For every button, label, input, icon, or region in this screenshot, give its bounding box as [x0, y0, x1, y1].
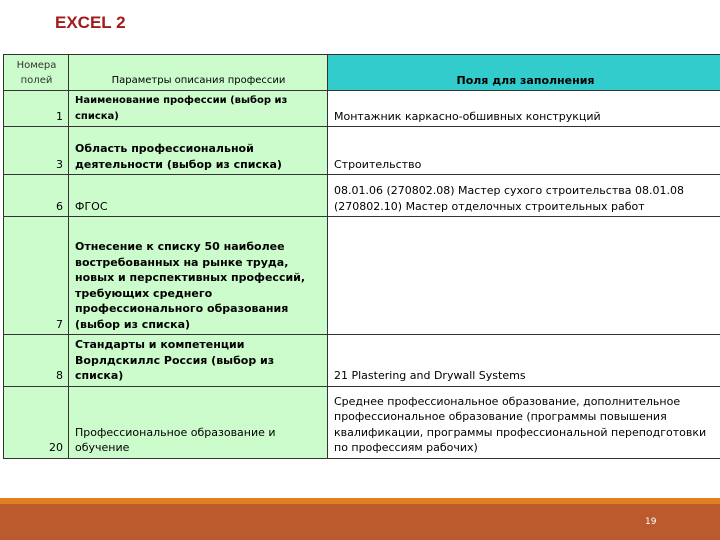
row-num: 3: [4, 127, 69, 175]
table-row: [4, 127, 720, 175]
row-param: Отнесение к списку 50 наиболее востребованных на рынке труда, новых и перспективных профессий, требующих среднего профессионального образования (выбор из списка): [69, 217, 328, 335]
row-num: 20: [4, 386, 69, 458]
row-param: ФГОС: [69, 175, 328, 217]
table-row: [4, 217, 720, 335]
header-value: Поля для заполнения: [328, 55, 720, 91]
table-row: [4, 175, 720, 217]
footer-bar: [0, 504, 720, 540]
row-num: 7: [4, 217, 69, 335]
page-number: 19: [645, 517, 657, 527]
row-value[interactable]: 08.01.06 (270802.08) Мастер сухого строительства 08.01.08 (270802.10) Мастер отделочных строительных работ: [328, 175, 720, 217]
row-param: Наименование профессии (выбор из списка): [69, 91, 328, 127]
row-value[interactable]: [328, 217, 720, 335]
row-param: Профессиональное образование и обучение: [69, 386, 328, 458]
table-header-row: [4, 55, 720, 91]
row-param: Область профессиональной деятельности (выбор из списка): [69, 127, 328, 175]
row-value[interactable]: Монтажник каркасно-обшивных конструкций: [328, 91, 720, 127]
header-param: Параметры описания профессии: [69, 55, 328, 91]
table-row: [4, 386, 720, 458]
table-row: [4, 91, 720, 127]
slide-title: EXCEL 2: [55, 13, 126, 32]
header-num: Номера полей: [4, 55, 69, 91]
row-value[interactable]: Среднее профессиональное образование, дополнительное профессиональное образование (программы повышения квалификации, программы профессиональной переподготовки по профессиям рабочих): [328, 386, 720, 458]
row-value[interactable]: 21 Plastering and Drywall Systems: [328, 335, 720, 387]
profession-table: [3, 54, 720, 459]
row-num: 1: [4, 91, 69, 127]
row-num: 8: [4, 335, 69, 387]
row-value[interactable]: Строительство: [328, 127, 720, 175]
table-row: [4, 335, 720, 387]
row-num: 6: [4, 175, 69, 217]
row-param: Стандарты и компетенции Ворлдскиллс Россия (выбор из списка): [69, 335, 328, 387]
